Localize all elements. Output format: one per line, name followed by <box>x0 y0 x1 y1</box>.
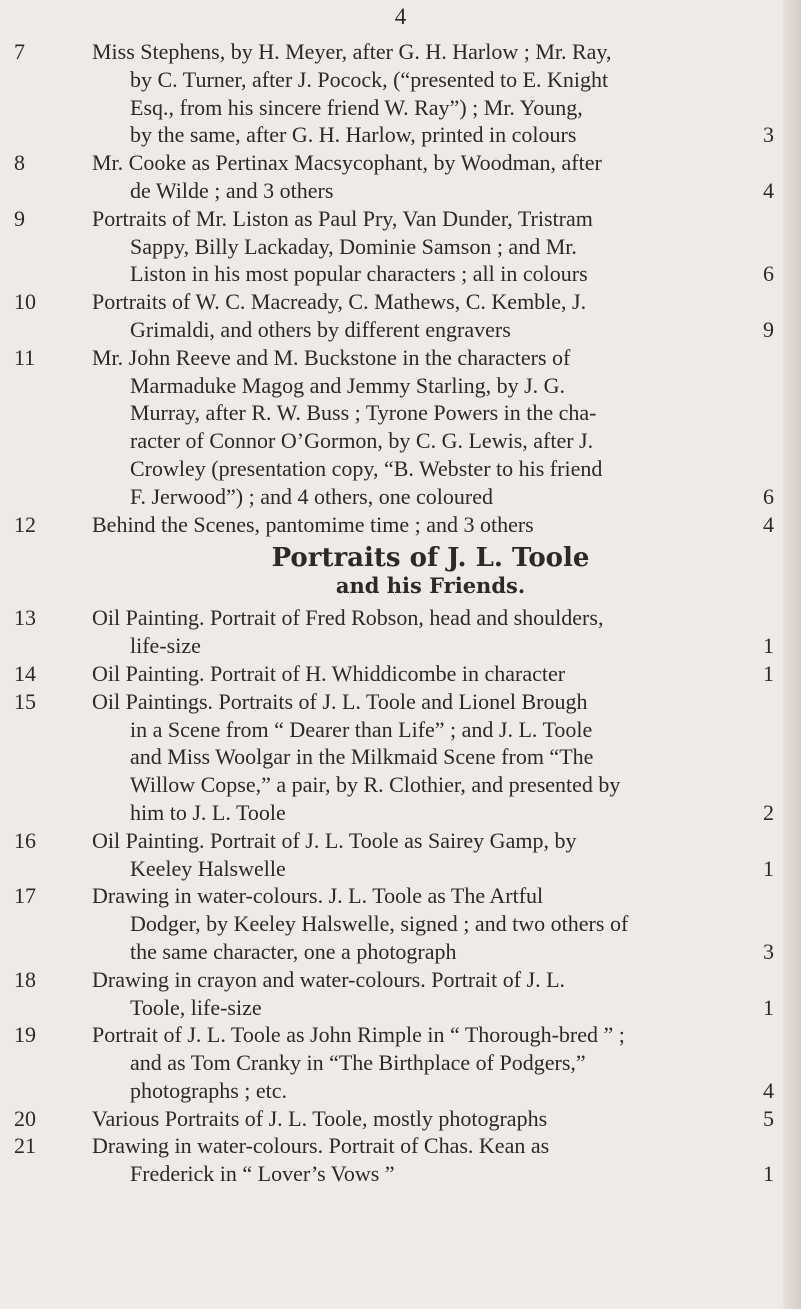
lot-line <box>92 1160 774 1188</box>
lot-quantity <box>766 38 774 66</box>
lot-line-text: Grimaldi, and others by different engravers <box>130 316 511 342</box>
lot-quantity <box>766 1049 774 1077</box>
lot-line <box>92 177 774 205</box>
lot-line-text: Sappy, Billy Lackaday, Dominie Samson ; and Mr. <box>130 233 577 259</box>
lot-line <box>92 632 774 660</box>
lot-entry <box>0 1105 801 1133</box>
lot-quantity <box>766 399 774 427</box>
lot-line-text: Dodger, by Keeley Halswelle, signed ; and two others of <box>130 911 629 937</box>
lot-line-text: life-size <box>130 633 201 659</box>
lot-line <box>92 771 774 799</box>
lot-line-text: Marmaduke Magog and Jemmy Starling, by J. G. <box>130 372 566 398</box>
lot-line-text: racter of Connor O’Gormon, by C. G. Lewis, after J. <box>130 428 594 454</box>
lot-line-text: him to J. L. Toole <box>130 799 286 825</box>
lot-quantity: 1 <box>763 660 774 686</box>
lot-quantity: 4 <box>763 1077 774 1103</box>
lot-line <box>92 966 774 994</box>
lot-line-text: de Wilde ; and 3 others <box>130 177 334 203</box>
lot-line-text: by the same, after G. H. Harlow, printed in colours <box>130 122 577 148</box>
lot-entry <box>0 882 801 965</box>
lot-entry <box>0 149 801 205</box>
lot-entry <box>0 38 801 149</box>
lot-description <box>92 882 774 965</box>
lot-line <box>92 288 774 316</box>
lot-entry <box>0 1021 801 1104</box>
lot-line <box>92 994 774 1022</box>
lot-quantity: 2 <box>763 799 774 825</box>
lot-number: 16 <box>14 827 36 853</box>
lot-line <box>92 427 774 455</box>
lot-line <box>92 688 774 716</box>
lot-quantity <box>766 1132 774 1160</box>
lot-number: 12 <box>14 511 36 537</box>
lot-line-text: Keeley Halswelle <box>130 855 286 881</box>
lot-number: 9 <box>14 205 25 231</box>
lot-line <box>92 399 774 427</box>
lot-line-text: Frederick in “ Lover’s Vows ” <box>130 1161 395 1187</box>
lot-line-text: Oil Painting. Portrait of J. L. Toole as Sairey Gamp, by <box>92 827 577 853</box>
lot-quantity <box>766 288 774 316</box>
lot-line <box>92 882 774 910</box>
lot-line-text: Portraits of W. C. Macready, C. Mathews, C. Kemble, J. <box>92 289 587 315</box>
lot-line-text: Various Portraits of J. L. Toole, mostly photographs <box>92 1105 548 1131</box>
lot-line-text: Miss Stephens, by H. Meyer, after G. H. Harlow ; Mr. Ray, <box>92 39 612 64</box>
lot-quantity <box>766 604 774 632</box>
lot-description <box>92 38 774 149</box>
lot-line-text: Oil Paintings. Portraits of J. L. Toole and Lionel Brough <box>92 688 588 714</box>
lot-description <box>92 827 774 883</box>
lot-line <box>92 149 774 177</box>
lot-line <box>92 260 774 288</box>
lot-number: 20 <box>14 1105 36 1131</box>
lot-description <box>92 511 774 539</box>
lot-entry <box>0 966 801 1022</box>
lot-entry <box>0 1132 801 1188</box>
lot-quantity: 4 <box>763 177 774 203</box>
lot-line-text: Portrait of J. L. Toole as John Rimple in “ Thorough-bred ” ; <box>92 1022 625 1048</box>
lot-list <box>0 38 801 1188</box>
lot-number: 17 <box>14 883 36 909</box>
lot-number: 10 <box>14 289 36 315</box>
lot-line-text: Murray, after R. W. Buss ; Tyrone Powers in the cha- <box>130 400 597 426</box>
lot-description <box>92 604 774 660</box>
lot-quantity: 6 <box>763 483 774 509</box>
lot-line <box>92 1021 774 1049</box>
lot-quantity <box>766 344 774 372</box>
lot-quantity <box>766 149 774 177</box>
lot-line <box>92 1049 774 1077</box>
lot-entry <box>0 660 801 688</box>
lot-line-text: photographs ; etc. <box>130 1077 288 1103</box>
lot-quantity: 5 <box>763 1105 774 1131</box>
lot-line <box>92 743 774 771</box>
lot-line-text: in a Scene from “ Dearer than Life” ; and J. L. Toole <box>130 716 593 742</box>
lot-entry <box>0 827 801 883</box>
lot-line-text: the same character, one a photograph <box>130 938 457 964</box>
lot-quantity: 1 <box>763 633 774 659</box>
lot-line-text: by C. Turner, after J. Pocock, (“presented to E. Knight <box>130 66 609 92</box>
lot-line-text: Toole, life-size <box>130 994 262 1020</box>
lot-line-text: and Miss Woolgar in the Milkmaid Scene from “The <box>130 744 594 770</box>
lot-description <box>92 660 774 688</box>
lot-line <box>92 716 774 744</box>
lot-quantity <box>766 716 774 744</box>
lot-line <box>92 344 774 372</box>
lot-quantity <box>766 910 774 938</box>
lot-quantity <box>766 827 774 855</box>
lot-line <box>92 827 774 855</box>
lot-line-text: Oil Painting. Portrait of H. Whiddicombe in character <box>92 660 566 686</box>
lot-line <box>92 94 774 122</box>
lot-quantity: 6 <box>763 261 774 287</box>
lot-quantity <box>766 455 774 483</box>
lot-quantity <box>766 771 774 799</box>
lot-description <box>92 688 774 827</box>
lot-line-text: and as Tom Cranky in “The Birthplace of Podgers,” <box>130 1050 586 1076</box>
lot-quantity: 1 <box>763 1161 774 1187</box>
lot-line-text: Drawing in water-colours. Portrait of Chas. Kean as <box>92 1133 550 1159</box>
lot-line <box>92 233 774 261</box>
lot-line-text: F. Jerwood”) ; and 4 others, one coloured <box>130 483 493 509</box>
lot-entry <box>0 344 801 511</box>
lot-quantity <box>766 205 774 233</box>
lot-number: 15 <box>14 688 36 714</box>
lot-line <box>92 455 774 483</box>
lot-line-text: Crowley (presentation copy, “B. Webster to his friend <box>130 455 603 481</box>
lot-line <box>92 121 774 149</box>
lot-number: 14 <box>14 660 36 686</box>
lot-quantity: 4 <box>763 511 774 537</box>
lot-description <box>92 288 774 344</box>
lot-description <box>92 966 774 1022</box>
lot-line <box>92 855 774 883</box>
lot-quantity <box>766 688 774 716</box>
lot-quantity <box>766 94 774 122</box>
lot-quantity: 1 <box>763 855 774 881</box>
page-number: 4 <box>394 4 407 29</box>
lot-number: 21 <box>14 1133 36 1159</box>
lot-number: 7 <box>14 39 25 64</box>
lot-line-text: Behind the Scenes, pantomime time ; and 3 others <box>92 511 534 537</box>
lot-number: 13 <box>14 605 36 631</box>
lot-description <box>92 1132 774 1188</box>
lot-description <box>92 1021 774 1104</box>
lot-line-text: Drawing in crayon and water-colours. Portrait of J. L. <box>92 966 566 992</box>
lot-quantity <box>766 966 774 994</box>
lot-description <box>92 149 774 205</box>
lot-line <box>92 66 774 94</box>
section-heading: Portraits of J. L. Toole <box>271 543 590 574</box>
lot-quantity <box>766 427 774 455</box>
lot-description <box>92 344 774 511</box>
lot-quantity: 1 <box>763 994 774 1020</box>
lot-line <box>92 1077 774 1105</box>
lot-line-text: Liston in his most popular characters ; all in colours <box>130 261 588 287</box>
lot-entry <box>0 288 801 344</box>
lot-quantity <box>766 66 774 94</box>
lot-line <box>92 372 774 400</box>
lot-line-text: Oil Painting. Portrait of Fred Robson, head and shoulders, <box>92 605 604 631</box>
lot-number: 11 <box>14 344 36 370</box>
lot-quantity: 3 <box>763 122 774 148</box>
lot-line <box>92 38 774 66</box>
lot-line <box>92 483 774 511</box>
lot-description <box>92 205 774 288</box>
lot-quantity: 3 <box>763 938 774 964</box>
lots-part-2 <box>0 604 801 1188</box>
lot-line <box>92 799 774 827</box>
lot-entry <box>0 688 801 827</box>
lot-quantity <box>766 882 774 910</box>
lot-entry <box>0 205 801 288</box>
lots-part-1 <box>0 38 801 538</box>
lot-line-text: Drawing in water-colours. J. L. Toole as The Artful <box>92 883 544 909</box>
lot-line <box>92 1132 774 1160</box>
lot-line <box>92 660 774 688</box>
lot-line <box>92 316 774 344</box>
lot-line <box>92 604 774 632</box>
page-edge <box>783 0 801 1309</box>
lot-description <box>92 1105 774 1133</box>
lot-line <box>92 910 774 938</box>
lot-line <box>92 938 774 966</box>
lot-quantity <box>766 372 774 400</box>
lot-quantity <box>766 1021 774 1049</box>
lot-line <box>92 1105 774 1133</box>
lot-line <box>92 205 774 233</box>
lot-line-text: Portraits of Mr. Liston as Paul Pry, Van Dunder, Tristram <box>92 205 593 231</box>
lot-quantity: 9 <box>763 316 774 342</box>
lot-line-text: Willow Copse,” a pair, by R. Clothier, and presented by <box>130 772 621 798</box>
lot-entry <box>0 511 801 539</box>
lot-quantity <box>766 233 774 261</box>
lot-line-text: Mr. Cooke as Pertinax Macsycophant, by Woodman, after <box>92 150 602 176</box>
lot-number: 8 <box>14 150 25 176</box>
lot-entry <box>0 604 801 660</box>
section-subheading: and his Friends. <box>335 573 526 599</box>
lot-number: 18 <box>14 966 36 992</box>
lot-quantity <box>766 743 774 771</box>
lot-line-text: Esq., from his sincere friend W. Ray”) ; Mr. Young, <box>130 94 583 120</box>
lot-line <box>92 511 774 539</box>
lot-line-text: Mr. John Reeve and M. Buckstone in the characters of <box>92 344 571 370</box>
lot-number: 19 <box>14 1022 36 1048</box>
